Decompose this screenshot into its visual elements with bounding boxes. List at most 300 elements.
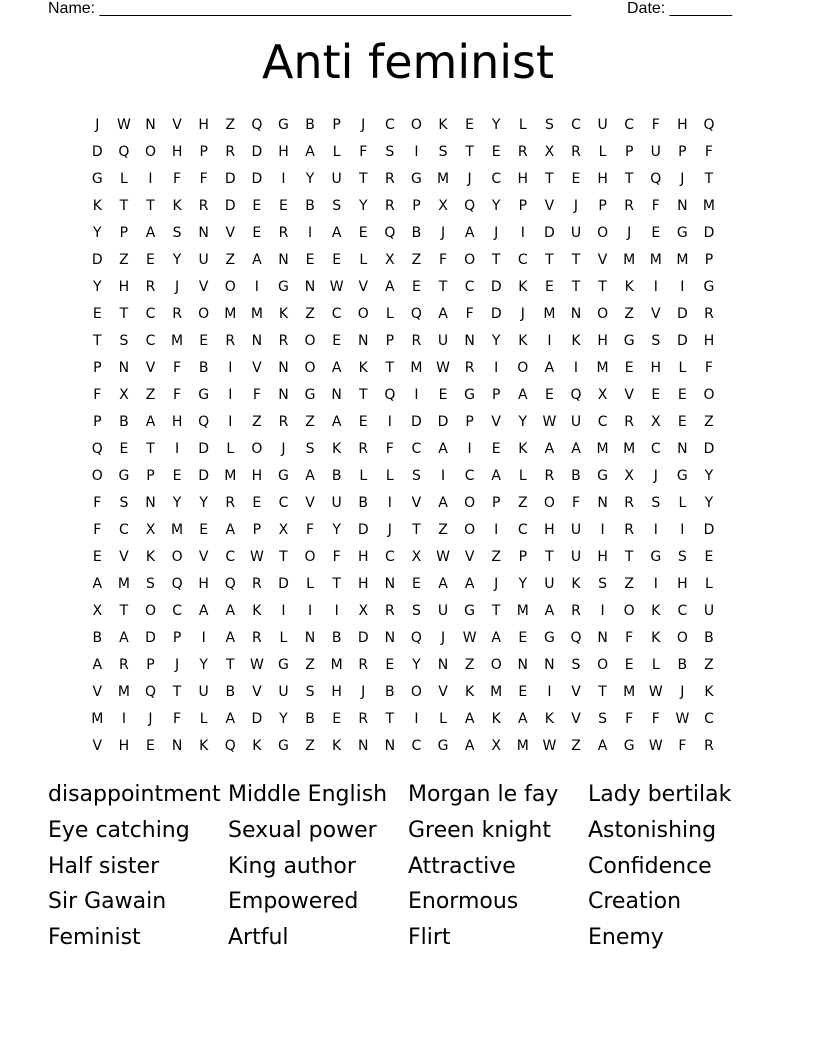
grid-letter: L: [359, 252, 368, 268]
grid-letter: K: [518, 279, 528, 295]
grid-letter: W: [648, 738, 663, 754]
grid-letter: N: [145, 117, 156, 133]
grid-letter: P: [518, 198, 528, 214]
grid-letter: M: [436, 171, 450, 187]
grid-letter: L: [705, 576, 713, 592]
grid-letter: B: [358, 495, 369, 511]
grid-letter: D: [544, 225, 555, 241]
grid-letter: I: [307, 603, 313, 619]
grid-letter: B: [198, 360, 209, 376]
grid-letter: H: [251, 468, 263, 484]
grid-letter: D: [411, 414, 422, 430]
grid-letter: Y: [518, 414, 528, 430]
grid-letter: Y: [199, 657, 208, 673]
grid-letter: R: [464, 360, 475, 376]
grid-letter: E: [651, 387, 661, 403]
grid-letter: G: [543, 630, 555, 646]
grid-letter: I: [148, 171, 153, 187]
grid-letter: V: [438, 684, 448, 700]
grid-letter: E: [252, 495, 262, 511]
grid-letter: M: [490, 684, 503, 700]
grid-letter: B: [385, 684, 395, 700]
grid-letter: C: [704, 711, 714, 727]
grid-letter: Q: [650, 171, 662, 187]
grid-letter: E: [146, 252, 155, 268]
grid-letter: R: [624, 198, 635, 214]
grid-letter: L: [678, 495, 687, 511]
grid-letter: T: [358, 171, 368, 187]
grid-letter: R: [251, 630, 262, 646]
grid-letter: R: [225, 495, 236, 511]
grid-letter: C: [517, 522, 528, 538]
grid-letter: H: [118, 738, 130, 754]
grid-letter: I: [547, 333, 552, 349]
word-list-item: Enormous: [408, 889, 519, 915]
grid-letter: Q: [118, 144, 130, 160]
grid-letter: D: [198, 441, 210, 457]
grid-letter: I: [680, 522, 685, 538]
grid-letter: Z: [119, 252, 129, 268]
grid-letter: H: [703, 333, 715, 349]
grid-letter: N: [384, 630, 396, 646]
grid-letter: J: [148, 711, 153, 727]
grid-letter: E: [438, 387, 448, 403]
grid-letter: F: [93, 387, 102, 403]
grid-letter: D: [145, 630, 156, 646]
grid-letter: Y: [93, 225, 102, 241]
grid-letter: U: [278, 684, 289, 700]
grid-letter: U: [198, 684, 209, 700]
grid-letter: O: [597, 657, 609, 673]
grid-letter: K: [278, 306, 289, 322]
grid-letter: K: [491, 711, 501, 727]
grid-letter: V: [252, 360, 262, 376]
grid-letter: W: [542, 738, 557, 754]
grid-letter: T: [491, 603, 501, 619]
grid-letter: Y: [412, 657, 421, 673]
grid-letter: X: [119, 387, 129, 403]
grid-letter: V: [198, 549, 209, 565]
grid-letter: E: [518, 684, 528, 700]
grid-letter: Z: [225, 117, 236, 133]
grid-letter: V: [624, 387, 634, 403]
grid-letter: P: [199, 144, 208, 160]
grid-letter: E: [332, 252, 342, 268]
grid-letter: O: [623, 603, 635, 619]
grid-letter: G: [278, 468, 289, 484]
word-list-item: Sir Gawain: [48, 889, 167, 915]
grid-letter: V: [491, 414, 501, 430]
grid-letter: A: [464, 576, 475, 592]
grid-letter: Z: [491, 549, 501, 565]
grid-letter: T: [119, 603, 129, 619]
grid-letter: B: [331, 630, 342, 646]
grid-letter: R: [278, 414, 289, 430]
grid-letter: B: [305, 198, 315, 214]
grid-letter: R: [251, 576, 262, 592]
grid-letter: O: [703, 387, 715, 403]
grid-letter: T: [146, 198, 155, 214]
grid-letter: K: [544, 711, 554, 727]
grid-letter: W: [648, 684, 663, 700]
grid-letter: L: [598, 144, 607, 160]
grid-letter: R: [571, 144, 581, 160]
grid-letter: D: [224, 198, 236, 214]
grid-letter: A: [438, 441, 448, 457]
grid-letter: S: [598, 711, 608, 727]
grid-letter: D: [437, 414, 449, 430]
grid-letter: O: [251, 441, 263, 457]
word-list-item: Green knight: [408, 817, 551, 843]
grid-letter: Y: [491, 333, 501, 349]
grid-letter: M: [117, 684, 130, 700]
grid-letter: P: [172, 630, 182, 646]
grid-letter: F: [678, 738, 687, 754]
grid-letter: X: [544, 144, 555, 160]
grid-letter: V: [597, 252, 608, 268]
grid-letter: P: [491, 495, 501, 511]
grid-letter: C: [677, 603, 688, 619]
grid-letter: O: [410, 117, 422, 133]
grid-letter: J: [494, 225, 499, 241]
grid-letter: H: [597, 171, 608, 187]
grid-letter: A: [331, 225, 342, 241]
grid-letter: I: [121, 711, 126, 727]
grid-letter: F: [465, 306, 474, 322]
grid-letter: I: [600, 522, 605, 538]
grid-letter: I: [175, 441, 180, 457]
grid-letter: Y: [305, 171, 315, 187]
grid-letter: P: [385, 333, 395, 349]
grid-letter: J: [281, 441, 286, 457]
grid-letter: E: [358, 225, 368, 241]
grid-letter: T: [225, 657, 235, 673]
grid-letter: E: [385, 657, 395, 673]
grid-letter: I: [467, 441, 472, 457]
grid-letter: T: [545, 171, 554, 187]
grid-letter: C: [278, 495, 289, 511]
grid-letter: A: [385, 279, 395, 295]
grid-letter: I: [653, 576, 658, 592]
grid-letter: D: [490, 279, 502, 295]
grid-letter: E: [677, 387, 687, 403]
grid-letter: V: [650, 306, 661, 322]
grid-letter: T: [438, 279, 448, 295]
grid-letter: T: [704, 171, 714, 187]
grid-letter: E: [305, 252, 315, 268]
grid-letter: R: [624, 414, 635, 430]
grid-letter: I: [414, 711, 419, 727]
grid-letter: L: [518, 117, 527, 133]
grid-letter: H: [198, 117, 209, 133]
grid-letter: H: [544, 522, 555, 538]
grid-letter: F: [173, 711, 182, 727]
grid-letter: U: [437, 603, 449, 619]
grid-letter: L: [119, 171, 128, 187]
grid-letter: P: [624, 144, 634, 160]
grid-letter: E: [199, 522, 209, 538]
grid-letter: C: [119, 522, 129, 538]
grid-letter: I: [281, 603, 286, 619]
grid-letter: R: [704, 306, 714, 322]
grid-letter: A: [145, 225, 156, 241]
grid-letter: N: [251, 333, 263, 349]
grid-letter: T: [332, 576, 341, 592]
grid-letter: G: [623, 333, 635, 349]
grid-letter: V: [119, 549, 129, 565]
grid-letter: G: [278, 738, 289, 754]
grid-letter: Y: [172, 252, 182, 268]
grid-letter: A: [438, 495, 448, 511]
grid-letter: C: [384, 117, 395, 133]
grid-letter: F: [625, 630, 634, 646]
grid-letter: T: [385, 360, 395, 376]
grid-letter: C: [145, 333, 156, 349]
grid-letter: L: [385, 468, 394, 484]
grid-letter: R: [571, 603, 581, 619]
grid-letter: O: [517, 360, 529, 376]
grid-letter: O: [304, 360, 316, 376]
word-list: [48, 777, 768, 956]
grid-letter: O: [543, 495, 555, 511]
grid-letter: S: [544, 117, 554, 133]
grid-letter: T: [491, 252, 501, 268]
grid-letter: Z: [464, 657, 475, 673]
grid-letter: V: [305, 495, 315, 511]
grid-letter: Y: [704, 468, 714, 484]
word-list-item: Creation: [588, 889, 682, 915]
grid-letter: T: [571, 252, 581, 268]
grid-letter: Q: [570, 630, 582, 646]
word-list-item: Morgan le fay: [408, 782, 559, 807]
header: [48, 0, 748, 20]
grid-letter: J: [175, 279, 180, 295]
grid-letter: P: [93, 414, 102, 430]
grid-letter: X: [145, 522, 156, 538]
grid-letter: Y: [704, 495, 714, 511]
grid-letter: F: [651, 198, 660, 214]
grid-letter: Q: [703, 117, 715, 133]
grid-letter: R: [198, 198, 209, 214]
grid-letter: N: [384, 738, 396, 754]
grid-letter: N: [357, 333, 369, 349]
grid-letter: S: [305, 441, 315, 457]
grid-letter: M: [171, 333, 184, 349]
grid-letter: F: [651, 117, 660, 133]
grid-letter: W: [116, 117, 131, 133]
grid-letter: C: [464, 468, 475, 484]
word-list-item: Eye catching: [48, 817, 190, 843]
grid-letter: E: [491, 441, 501, 457]
grid-letter: F: [173, 387, 182, 403]
grid-letter: E: [332, 333, 342, 349]
grid-letter: V: [544, 198, 555, 214]
grid-letter: S: [119, 333, 129, 349]
grid-letter: J: [387, 522, 392, 538]
grid-letter: F: [438, 252, 448, 268]
grid-letter: X: [650, 414, 661, 430]
grid-letter: S: [598, 576, 608, 592]
grid-letter: Q: [198, 414, 210, 430]
grid-letter: U: [570, 522, 582, 538]
grid-letter: T: [465, 144, 474, 160]
grid-letter: M: [117, 576, 130, 592]
grid-letter: F: [252, 387, 261, 403]
grid-letter: E: [544, 279, 554, 295]
grid-letter: H: [597, 333, 608, 349]
grid-letter: K: [651, 603, 661, 619]
grid-letter: N: [544, 657, 555, 673]
grid-letter: D: [91, 252, 103, 268]
grid-letter: S: [385, 144, 395, 160]
grid-letter: F: [306, 522, 315, 538]
grid-letter: B: [225, 684, 236, 700]
grid-letter: I: [228, 360, 233, 376]
grid-letter: I: [281, 171, 286, 187]
grid-letter: X: [597, 387, 608, 403]
grid-letter: Q: [171, 576, 183, 592]
grid-letter: E: [677, 414, 687, 430]
grid-letter: A: [331, 360, 342, 376]
grid-letter: J: [95, 117, 100, 133]
grid-letter: N: [304, 279, 316, 295]
grid-letter: Y: [491, 198, 501, 214]
grid-letter: B: [119, 414, 129, 430]
grid-letter: A: [464, 738, 475, 754]
grid-letter: E: [624, 657, 634, 673]
grid-letter: O: [304, 333, 316, 349]
grid-letter: Z: [225, 252, 236, 268]
word-list-item: disappointment: [48, 782, 221, 807]
grid-letter: A: [597, 738, 608, 754]
grid-letter: G: [118, 468, 130, 484]
grid-letter: H: [278, 144, 289, 160]
grid-letter: M: [516, 738, 529, 754]
grid-letter: V: [464, 549, 475, 565]
grid-letter: F: [704, 360, 713, 376]
grid-letter: E: [119, 441, 129, 457]
grid-letter: X: [624, 468, 634, 484]
grid-letter: P: [93, 360, 102, 376]
grid-letter: A: [438, 306, 448, 322]
grid-letter: D: [703, 225, 715, 241]
grid-letter: V: [411, 495, 422, 511]
grid-letter: K: [518, 441, 528, 457]
grid-letter: M: [596, 360, 609, 376]
grid-letter: E: [199, 333, 209, 349]
grid-letter: M: [623, 441, 636, 457]
grid-letter: I: [520, 225, 525, 241]
grid-letter: S: [571, 657, 581, 673]
grid-letter: F: [704, 144, 713, 160]
word-list-item: Half sister: [48, 853, 160, 879]
grid-letter: H: [118, 279, 130, 295]
grid-letter: F: [651, 711, 660, 727]
grid-letter: H: [677, 576, 688, 592]
grid-letter: B: [331, 468, 342, 484]
grid-letter: Q: [144, 684, 156, 700]
grid-letter: O: [410, 684, 422, 700]
grid-letter: C: [517, 252, 528, 268]
grid-letter: E: [491, 144, 501, 160]
grid-letter: H: [677, 117, 688, 133]
grid-letter: G: [278, 279, 289, 295]
grid-letter: N: [464, 333, 475, 349]
grid-letter: T: [412, 522, 421, 538]
grid-letter: R: [225, 144, 236, 160]
grid-letter: N: [570, 306, 582, 322]
grid-letter: I: [334, 603, 339, 619]
grid-letter: L: [306, 576, 314, 592]
grid-letter: K: [145, 549, 156, 565]
grid-letter: I: [547, 684, 552, 700]
grid-letter: I: [573, 360, 579, 376]
grid-letter: M: [516, 603, 529, 619]
grid-letter: F: [359, 144, 368, 160]
grid-letter: E: [252, 198, 262, 214]
grid-letter: G: [676, 468, 688, 484]
grid-letter: T: [172, 684, 182, 700]
grid-letter: D: [91, 144, 103, 160]
grid-letter: K: [332, 441, 342, 457]
grid-letter: F: [625, 711, 634, 727]
grid-letter: J: [680, 171, 685, 187]
grid-letter: K: [358, 360, 368, 376]
grid-letter: J: [361, 117, 366, 133]
grid-letter: Y: [358, 198, 368, 214]
grid-letter: W: [249, 657, 264, 673]
grid-letter: L: [199, 711, 208, 727]
grid-letter: D: [251, 711, 263, 727]
grid-letter: T: [146, 441, 155, 457]
grid-letter: A: [544, 603, 555, 619]
grid-letter: O: [357, 306, 369, 322]
grid-letter: T: [545, 549, 554, 565]
grid-letter: N: [597, 630, 608, 646]
grid-letter: M: [676, 252, 689, 268]
grid-letter: F: [571, 495, 581, 511]
grid-letter: L: [678, 360, 687, 376]
grid-letter: C: [597, 414, 608, 430]
grid-letter: K: [704, 684, 714, 700]
grid-letter: E: [332, 711, 342, 727]
grid-letter: U: [597, 117, 608, 133]
grid-letter: I: [653, 279, 658, 295]
grid-letter: Q: [570, 387, 582, 403]
grid-letter: R: [384, 198, 395, 214]
grid-letter: M: [224, 306, 237, 322]
grid-letter: Q: [410, 630, 422, 646]
grid-letter: A: [225, 522, 236, 538]
grid-letter: F: [93, 495, 102, 511]
grid-letter: Z: [411, 252, 422, 268]
grid-letter: Z: [571, 738, 581, 754]
grid-letter: P: [252, 522, 262, 538]
grid-letter: J: [467, 171, 472, 187]
grid-letter: T: [93, 333, 102, 349]
grid-letter: T: [571, 279, 581, 295]
grid-letter: Z: [704, 657, 714, 673]
grid-letter: G: [278, 657, 289, 673]
grid-letter: R: [358, 711, 369, 727]
name-field-label: Name: _____________________________________________________: [48, 0, 572, 17]
grid-letter: E: [358, 414, 368, 430]
grid-letter: Q: [384, 225, 396, 241]
grid-letter: P: [518, 549, 528, 565]
grid-letter: S: [119, 495, 129, 511]
grid-letter: N: [331, 387, 342, 403]
grid-letter: C: [411, 738, 422, 754]
